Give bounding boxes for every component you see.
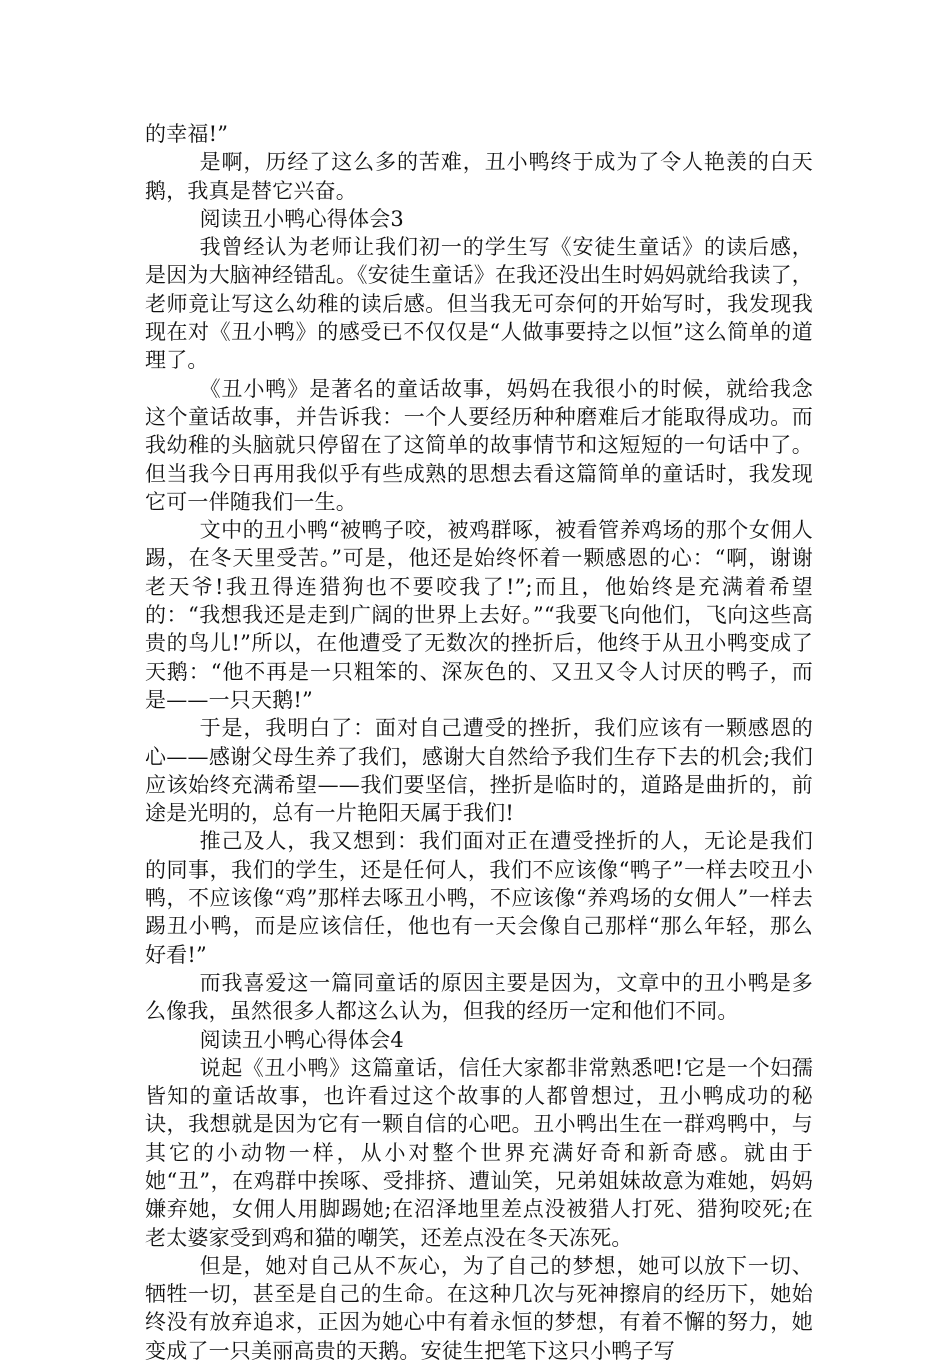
- paragraph: 说起《丑小鸭》这篇童话，信任大家都非常熟悉吧!它是一个妇孺皆知的童话故事，也许看过这个故事的人都曾想过，丑小鸭成功的秘诀，我想就是因为它有一颗自信的心吧。丑小鸭出生在一群鸡鸭中，与其它的小动物一样，从小对整个世界充满好奇和新奇感。就由于她“丑”，在鸡群中挨啄、受排挤、遭讪笑，兄弟姐妹故意为难她，妈妈嫌弃她，女佣人用脚踢她;在沼泽地里差点没被猎人打死、猎狗咬死;在老太婆家受到鸡和猫的嘲笑，还差点没在冬天冻死。: [145, 1055, 813, 1250]
- section-heading: 阅读丑小鸭心得体会4: [199, 1027, 404, 1052]
- paragraph: 推己及人，我又想到：我们面对正在遭受挫折的人，无论是我们的同事，我们的学生，还是任何人，我们不应该像“鸭子”一样去咬丑小鸭，不应该像“鸡”那样去啄丑小鸭，不应该像“养鸡场的女佣人”一样去踢丑小鸭，而是应该信任，他也有一天会像自己那样“那么年轻，那么好看!”: [145, 829, 813, 967]
- paragraph: 但是，她对自己从不灰心，为了自己的梦想，她可以放下一切、牺牲一切，甚至是自己的生命。在这种几次与死神擦肩的经历下，她始终没有放弃追求，正因为她心中有着永恒的梦想，有着不懈的努力，她变成了一只美丽高贵的天鹅。安徒生把笔下这只小鸭子写: [145, 1253, 813, 1363]
- paragraph: 《丑小鸭》是著名的童话故事，妈妈在我很小的时候，就给我念这个童话故事，并告诉我：一个人要经历种种磨难后才能取得成功。而我幼稚的头脑就只停留在了这简单的故事情节和这短短的一句话中了。但当我今日再用我似乎有些成熟的思想去看这篇简单的童话时，我发现它可一伴随我们一生。: [145, 376, 813, 514]
- paragraph: 而我喜爱这一篇同童话的原因主要是因为，文章中的丑小鸭是多么像我，虽然很多人都这么认为，但我的经历一定和他们不同。: [145, 970, 813, 1024]
- paragraph: 我曾经认为老师让我们初一的学生写《安徒生童话》的读后感，是因为大脑神经错乱。《安徒生童话》在我还没出生时妈妈就给我读了，老师竟让写这么幼稚的读后感。但当我无可奈何的开始写时，我发现我现在对《丑小鸭》的感受已不仅仅是“人做事要持之以恒”这么简单的道理了。: [145, 235, 813, 373]
- paragraph: 是啊，历经了这么多的苦难，丑小鸭终于成为了令人艳羡的白天鹅，我真是替它兴奋。: [145, 150, 813, 203]
- paragraph-continuation: 的幸福!”: [145, 122, 229, 146]
- paragraph: 于是，我明白了：面对自己遭受的挫折，我们应该有一颗感恩的心——感谢父母生养了我们，感谢大自然给予我们生存下去的机会;我们应该始终充满希望——我们要坚信，挫折是临时的，道路是曲折的，前途是光明的，总有一片艳阳天属于我们!: [145, 716, 813, 826]
- document-page: [145, 120, 813, 1365]
- section-heading: 阅读丑小鸭心得体会3: [199, 206, 404, 231]
- paragraph: 文中的丑小鸭“被鸭子咬，被鸡群啄，被看管养鸡场的那个女佣人踢，在冬天里受苦。”可是，他还是始终怀着一颗感恩的心：“啊，谢谢老天爷!我丑得连猎狗也不要咬我了!”;而且，他始终是充满着希望的：“我想我还是走到广阔的世界上去好。”“我要飞向他们，飞向这些高贵的鸟儿!”所以，在他遭受了无数次的挫折后，他终于从丑小鸭变成了天鹅：“他不再是一只粗笨的、深灰色的、又丑又令人讨厌的鸭子，而是——一只天鹅!”: [145, 518, 813, 712]
